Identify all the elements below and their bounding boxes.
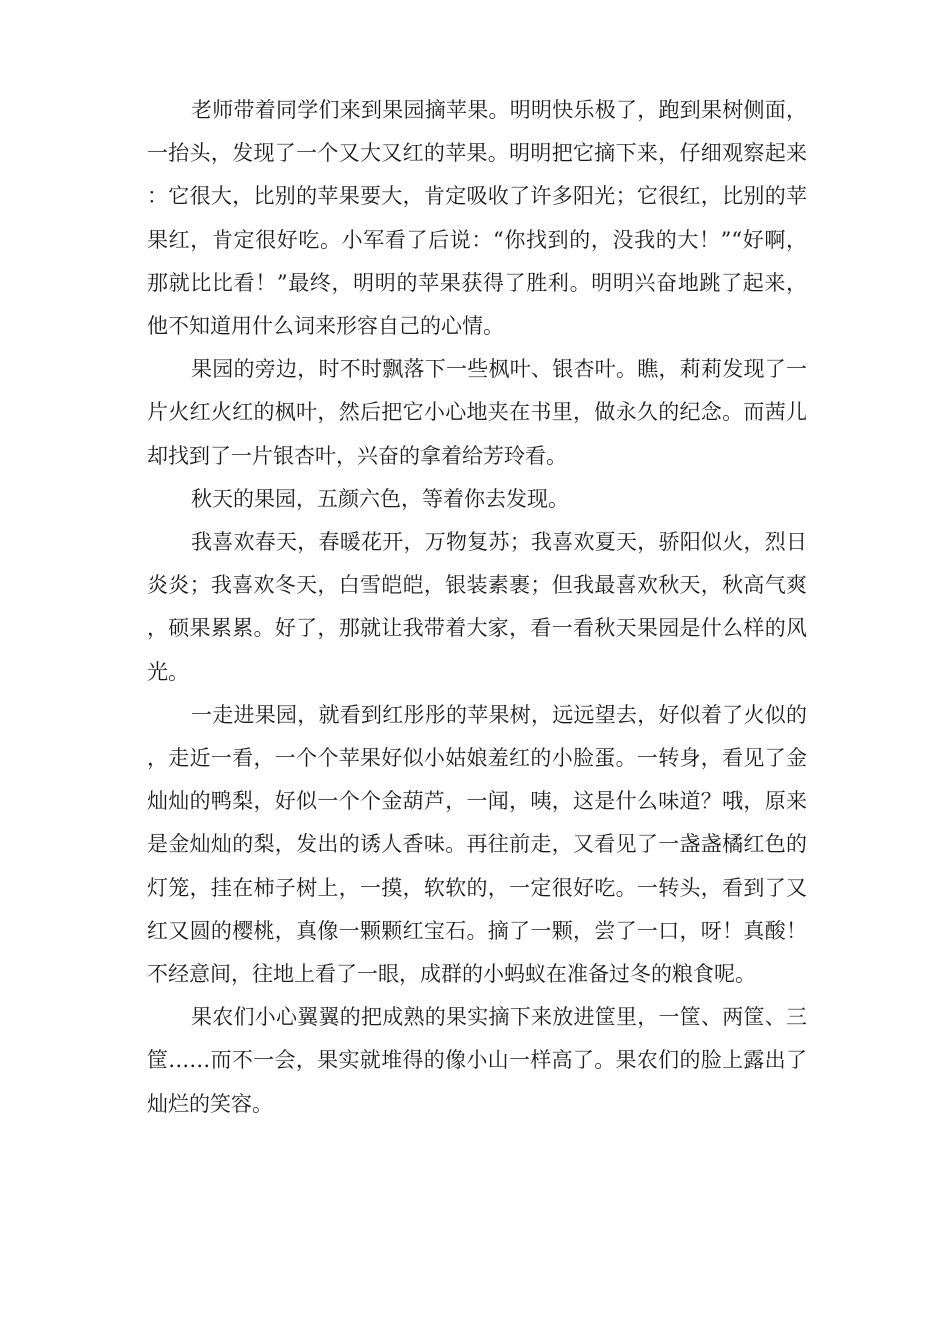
document-body: [147, 89, 807, 1126]
paragraph-colorful-orchard: 秋天的果园，五颜六色，等着你去发现。: [191, 486, 569, 511]
paragraph-apple-picking: 老师带着同学们来到果园摘苹果。明明快乐极了，跑到果树侧面，一抬头，发现了一个又大又红的苹果。明明把它摘下来，仔细观察起来：它很大，比别的苹果要大，肯定吸收了许多阳光；它很红，比别的苹果红，肯定很好吃。小军看了后说：“你找到的，没我的大！”“好啊，那就比比看！”最终，明明的苹果获得了胜利。明明兴奋地跳了起来，他不知道用什么词来形容自己的心情。: [147, 98, 807, 339]
paragraph-farmers-harvest: 果农们小心翼翼的把成熟的果实摘下来放进筐里，一筐、两筐、三筐……而不一会，果实就堆得的像小山一样高了。果农们的脸上露出了灿烂的笑容。: [147, 1005, 807, 1116]
paragraph-orchard-scenery: 一走进果园，就看到红彤彤的苹果树，远远望去，好似着了火似的，走近一看，一个个苹果好似小姑娘羞红的小脸蛋。一转身，看见了金灿灿的鸭梨，好似一个个金葫芦，一闻，咦，这是什么味道？哦，原来是金灿灿的梨，发出的诱人香味。再往前走，又看见了一盏盏橘红色的灯笼，挂在柿子树上，一摸，软软的，一定很好吃。一转头，看到了又红又圆的樱桃，真像一颗颗红宝石。摘了一颗，尝了一口，呀！真酸！不经意间，往地上看了一眼，成群的小蚂蚁在准备过冬的粮食呢。: [147, 702, 807, 987]
paragraph-leaves: 果园的旁边，时不时飘落下一些枫叶、银杏叶。瞧，莉莉发现了一片火红火红的枫叶，然后把它小心地夹在书里，做永久的纪念。而茜儿却找到了一片银杏叶，兴奋的拿着给芳玲看。: [147, 357, 807, 468]
paragraph-favorite-season: 我喜欢春天，春暖花开，万物复苏；我喜欢夏天，骄阳似火，烈日炎炎；我喜欢冬天，白雪皑皑，银装素裹；但我最喜欢秋天，秋高气爽，硕果累累。好了，那就让我带着大家，看一看秋天果园是什么样的风光。: [147, 530, 807, 684]
